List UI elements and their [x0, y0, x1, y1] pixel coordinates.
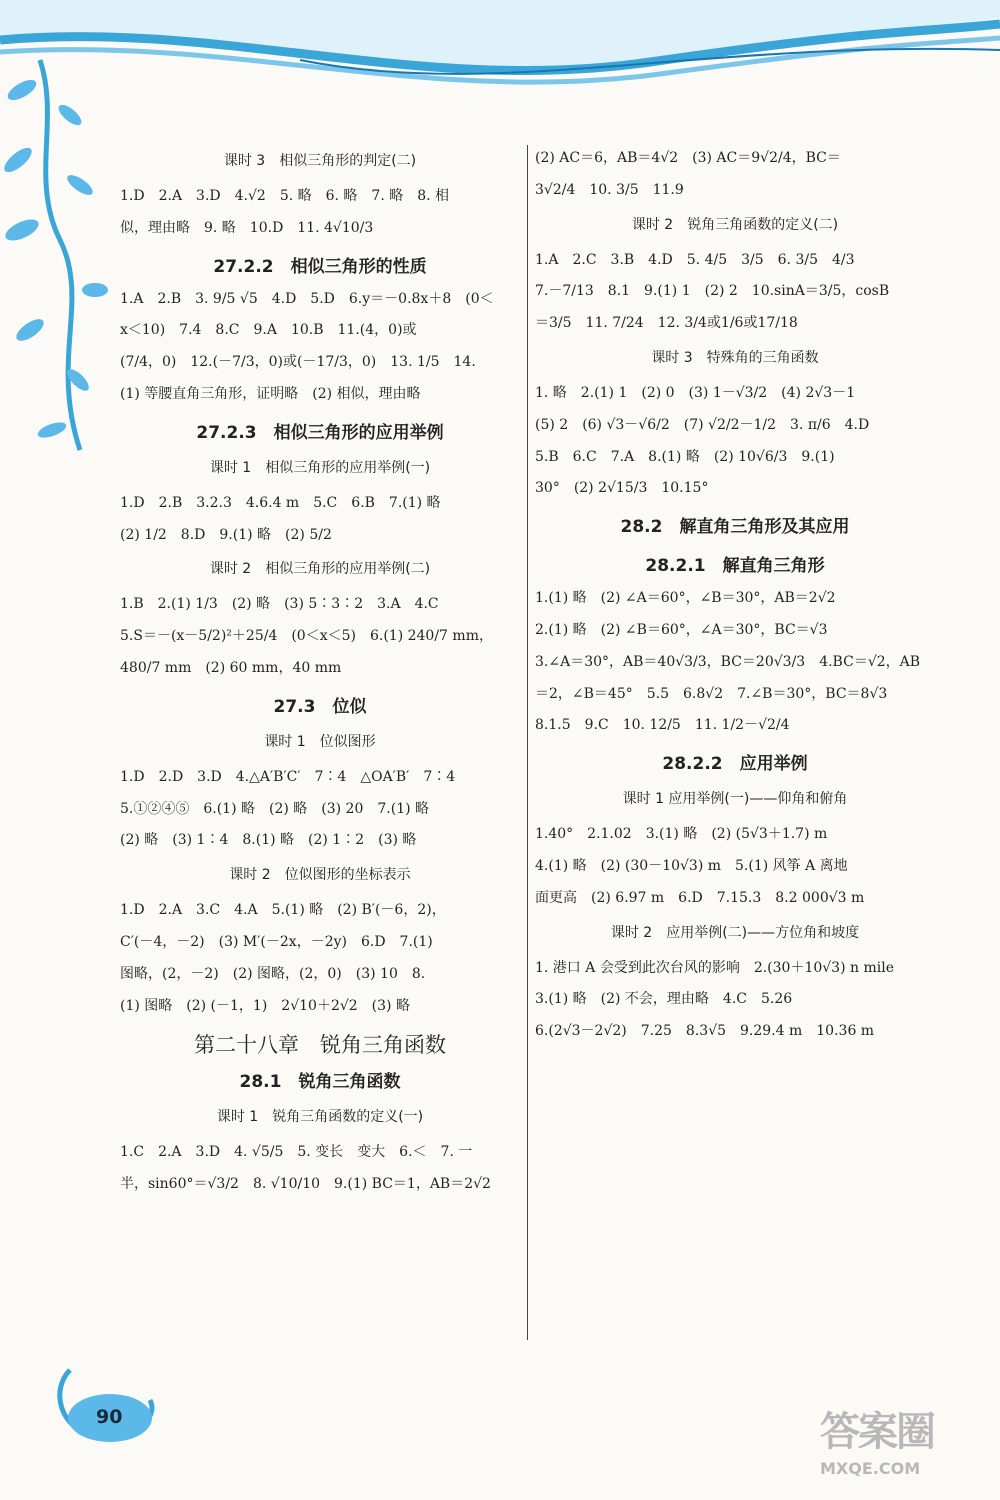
- answer-line: 1.40° 2.1.02 3.(1) 略 (2) (5√3＋1.7) m: [535, 826, 828, 843]
- answer-line: 5.①②④⑤ 6.(1) 略 (2) 略 (3) 20 7.(1) 略: [120, 800, 430, 817]
- lesson-title: 课时 3 相似三角形的判定(二): [223, 153, 417, 169]
- section-title: 27.3 位似: [273, 696, 367, 717]
- answer-line: 4.(1) 略 (2) (30－10√3) m 5.(1) 风筝 A 离地: [535, 857, 848, 874]
- section-title: 28.2 解直角三角形及其应用: [620, 517, 850, 538]
- watermark-logo: [820, 1400, 990, 1490]
- answer-line: ＝2，∠B＝45° 5.5 6.8√2 7.∠B＝30°，BC＝8√3: [535, 685, 888, 702]
- lesson-title: 课时 2 应用举例(二)——方位角和坡度: [610, 924, 860, 941]
- answer-line: 1.(1) 略 (2) ∠A＝60°，∠B＝30°，AB＝2√2: [535, 590, 836, 607]
- answer-line: x＜10) 7.4 8.C 9.A 10.B 11.(4，0)或: [120, 322, 417, 339]
- answer-line: (1) 图略 (2) (－1，1) 2√10＋2√2 (3) 略: [120, 997, 410, 1014]
- answer-line: 8.1.5 9.C 10. 12/5 11. 1/2－√2/4: [535, 717, 790, 734]
- answer-line: (7/4，0) 12.(－7/3，0)或(－17/3，0) 13. 1/5 14.: [120, 354, 476, 371]
- answer-line: 1.C 2.A 3.D 4. √5/5 5. 变长 变大 6.＜ 7. 一: [120, 1144, 473, 1161]
- lesson-title: 课时 2 位似图形的坐标表示: [229, 867, 411, 884]
- answer-line: 半，sin60°＝√3/2 8. √10/10 9.(1) BC＝1，AB＝2√2: [120, 1176, 491, 1193]
- answer-line: 似，理由略 9. 略 10.D 11. 4√10/3: [120, 219, 374, 236]
- section-title: 27.2.3 相似三角形的应用举例: [196, 422, 444, 443]
- answer-line: 2.(1) 略 (2) ∠B＝60°，∠A＝30°，BC＝√3: [535, 621, 828, 638]
- lesson-title: 课时 1 锐角三角函数的定义(一): [216, 1109, 424, 1126]
- answer-line: (2) 略 (3) 1∶4 8.(1) 略 (2) 1∶2 (3) 略: [120, 832, 417, 849]
- answer-line: 1.D 2.D 3.D 4.△A′B′C′ 7∶4 △OA′B′ 7∶4: [120, 768, 456, 785]
- answer-line: ＝3/5 11. 7/24 12. 3/4或1/6或17/18: [535, 315, 798, 332]
- chapter-title: 第二十八章 锐角三角函数: [194, 1033, 446, 1058]
- answer-line: (2) 1/2 8.D 9.(1) 略 (2) 5/2: [120, 526, 332, 543]
- answer-line: (2) AC＝6，AB＝4√2 (3) AC＝9√2/4，BC＝: [535, 150, 841, 166]
- answer-line: (5) 2 (6) √3－√6/2 (7) √2/2－1/2 3. π/6 4.D: [535, 416, 870, 433]
- answer-line: 5.B 6.C 7.A 8.(1) 略 (2) 10√6/3 9.(1): [535, 448, 835, 465]
- column-divider: [527, 145, 528, 1340]
- answer-line: 1. 港口 A 会受到此次台风的影响 2.(30＋10√3) n mile: [535, 959, 894, 976]
- answer-line: C′(－4，－2) (3) M′(－2x，－2y) 6.D 7.(1): [120, 933, 433, 950]
- answer-line: 1.B 2.(1) 1/3 (2) 略 (3) 5∶3∶2 3.A 4.C: [120, 596, 439, 613]
- section-title: 28.2.1 解直角三角形: [645, 556, 825, 577]
- answer-line: 6.(2√3－2√2) 7.25 8.3√5 9.29.4 m 10.36 m: [535, 1023, 875, 1040]
- lesson-title: 课时 1 相似三角形的应用举例(一): [209, 459, 431, 476]
- section-title: 28.2.2 应用举例: [662, 754, 808, 775]
- answer-line: 480/7 mm (2) 60 mm，40 mm: [120, 659, 342, 676]
- answer-line: 1.A 2.B 3. 9/5 √5 4.D 5.D 6.y＝－0.8x＋8 (0＜: [120, 290, 494, 307]
- answer-line: 1. 略 2.(1) 1 (2) 0 (3) 1－√3/2 (4) 2√3－1: [535, 384, 856, 401]
- answer-line: 5.S＝－(x－5/2)²＋25/4 (0＜x＜5) 6.(1) 240/7 mm，: [120, 628, 493, 645]
- answer-line: 1.D 2.B 3.2.3 4.6.4 m 5.C 6.B 7.(1) 略: [120, 494, 441, 511]
- answer-line: 30° (2) 2√15/3 10.15°: [535, 480, 709, 497]
- watermark-url: MXQE.COM: [820, 1459, 921, 1478]
- answer-line: 1.A 2.C 3.B 4.D 5. 4/5 3/5 6. 3/5 4/3: [535, 251, 855, 268]
- answer-column-left: [120, 150, 520, 1208]
- answer-line: 1.D 2.A 3.D 4.√2 5. 略 6. 略 7. 略 8. 相: [120, 188, 450, 204]
- lesson-title: 课时 3 特殊角的三角函数: [651, 349, 819, 366]
- answer-line: (1) 等腰直角三角形，证明略 (2) 相似，理由略: [120, 385, 421, 402]
- section-title: 28.1 锐角三角函数: [239, 1072, 401, 1093]
- answer-line: 1.D 2.A 3.C 4.A 5.(1) 略 (2) B′(－6，2)，: [120, 902, 446, 919]
- answer-line: 3.∠A＝30°，AB＝40√3/3，BC＝20√3/3 4.BC＝√2，AB: [535, 653, 921, 670]
- lesson-title: 课时 1 位似图形: [264, 733, 376, 750]
- answer-line: 面更高 (2) 6.97 m 6.D 7.15.3 8.2 000√3 m: [535, 889, 865, 906]
- lesson-title: 课时 2 相似三角形的应用举例(二): [209, 561, 431, 578]
- answer-line: 3√2/4 10. 3/5 11.9: [535, 181, 684, 198]
- answer-line: 7.－7/13 8.1 9.(1) 1 (2) 2 10.sinA＝3/5，cosB: [535, 283, 890, 300]
- lesson-title: 课时 2 锐角三角函数的定义(二): [631, 216, 839, 233]
- page-number: 90: [96, 1406, 123, 1428]
- lesson-title: 课时 1 应用举例(一)——仰角和俯角: [622, 791, 848, 808]
- watermark-title: 答案圈: [820, 1409, 934, 1455]
- answer-column-right: [535, 150, 935, 1055]
- page-number-decoration: [40, 1360, 170, 1450]
- section-title: 27.2.2 相似三角形的性质: [213, 256, 427, 277]
- answer-line: 3.(1) 略 (2) 不会，理由略 4.C 5.26: [535, 991, 793, 1008]
- answer-line: 图略，(2，－2) (2) 图略，(2，0) (3) 10 8.: [120, 965, 426, 982]
